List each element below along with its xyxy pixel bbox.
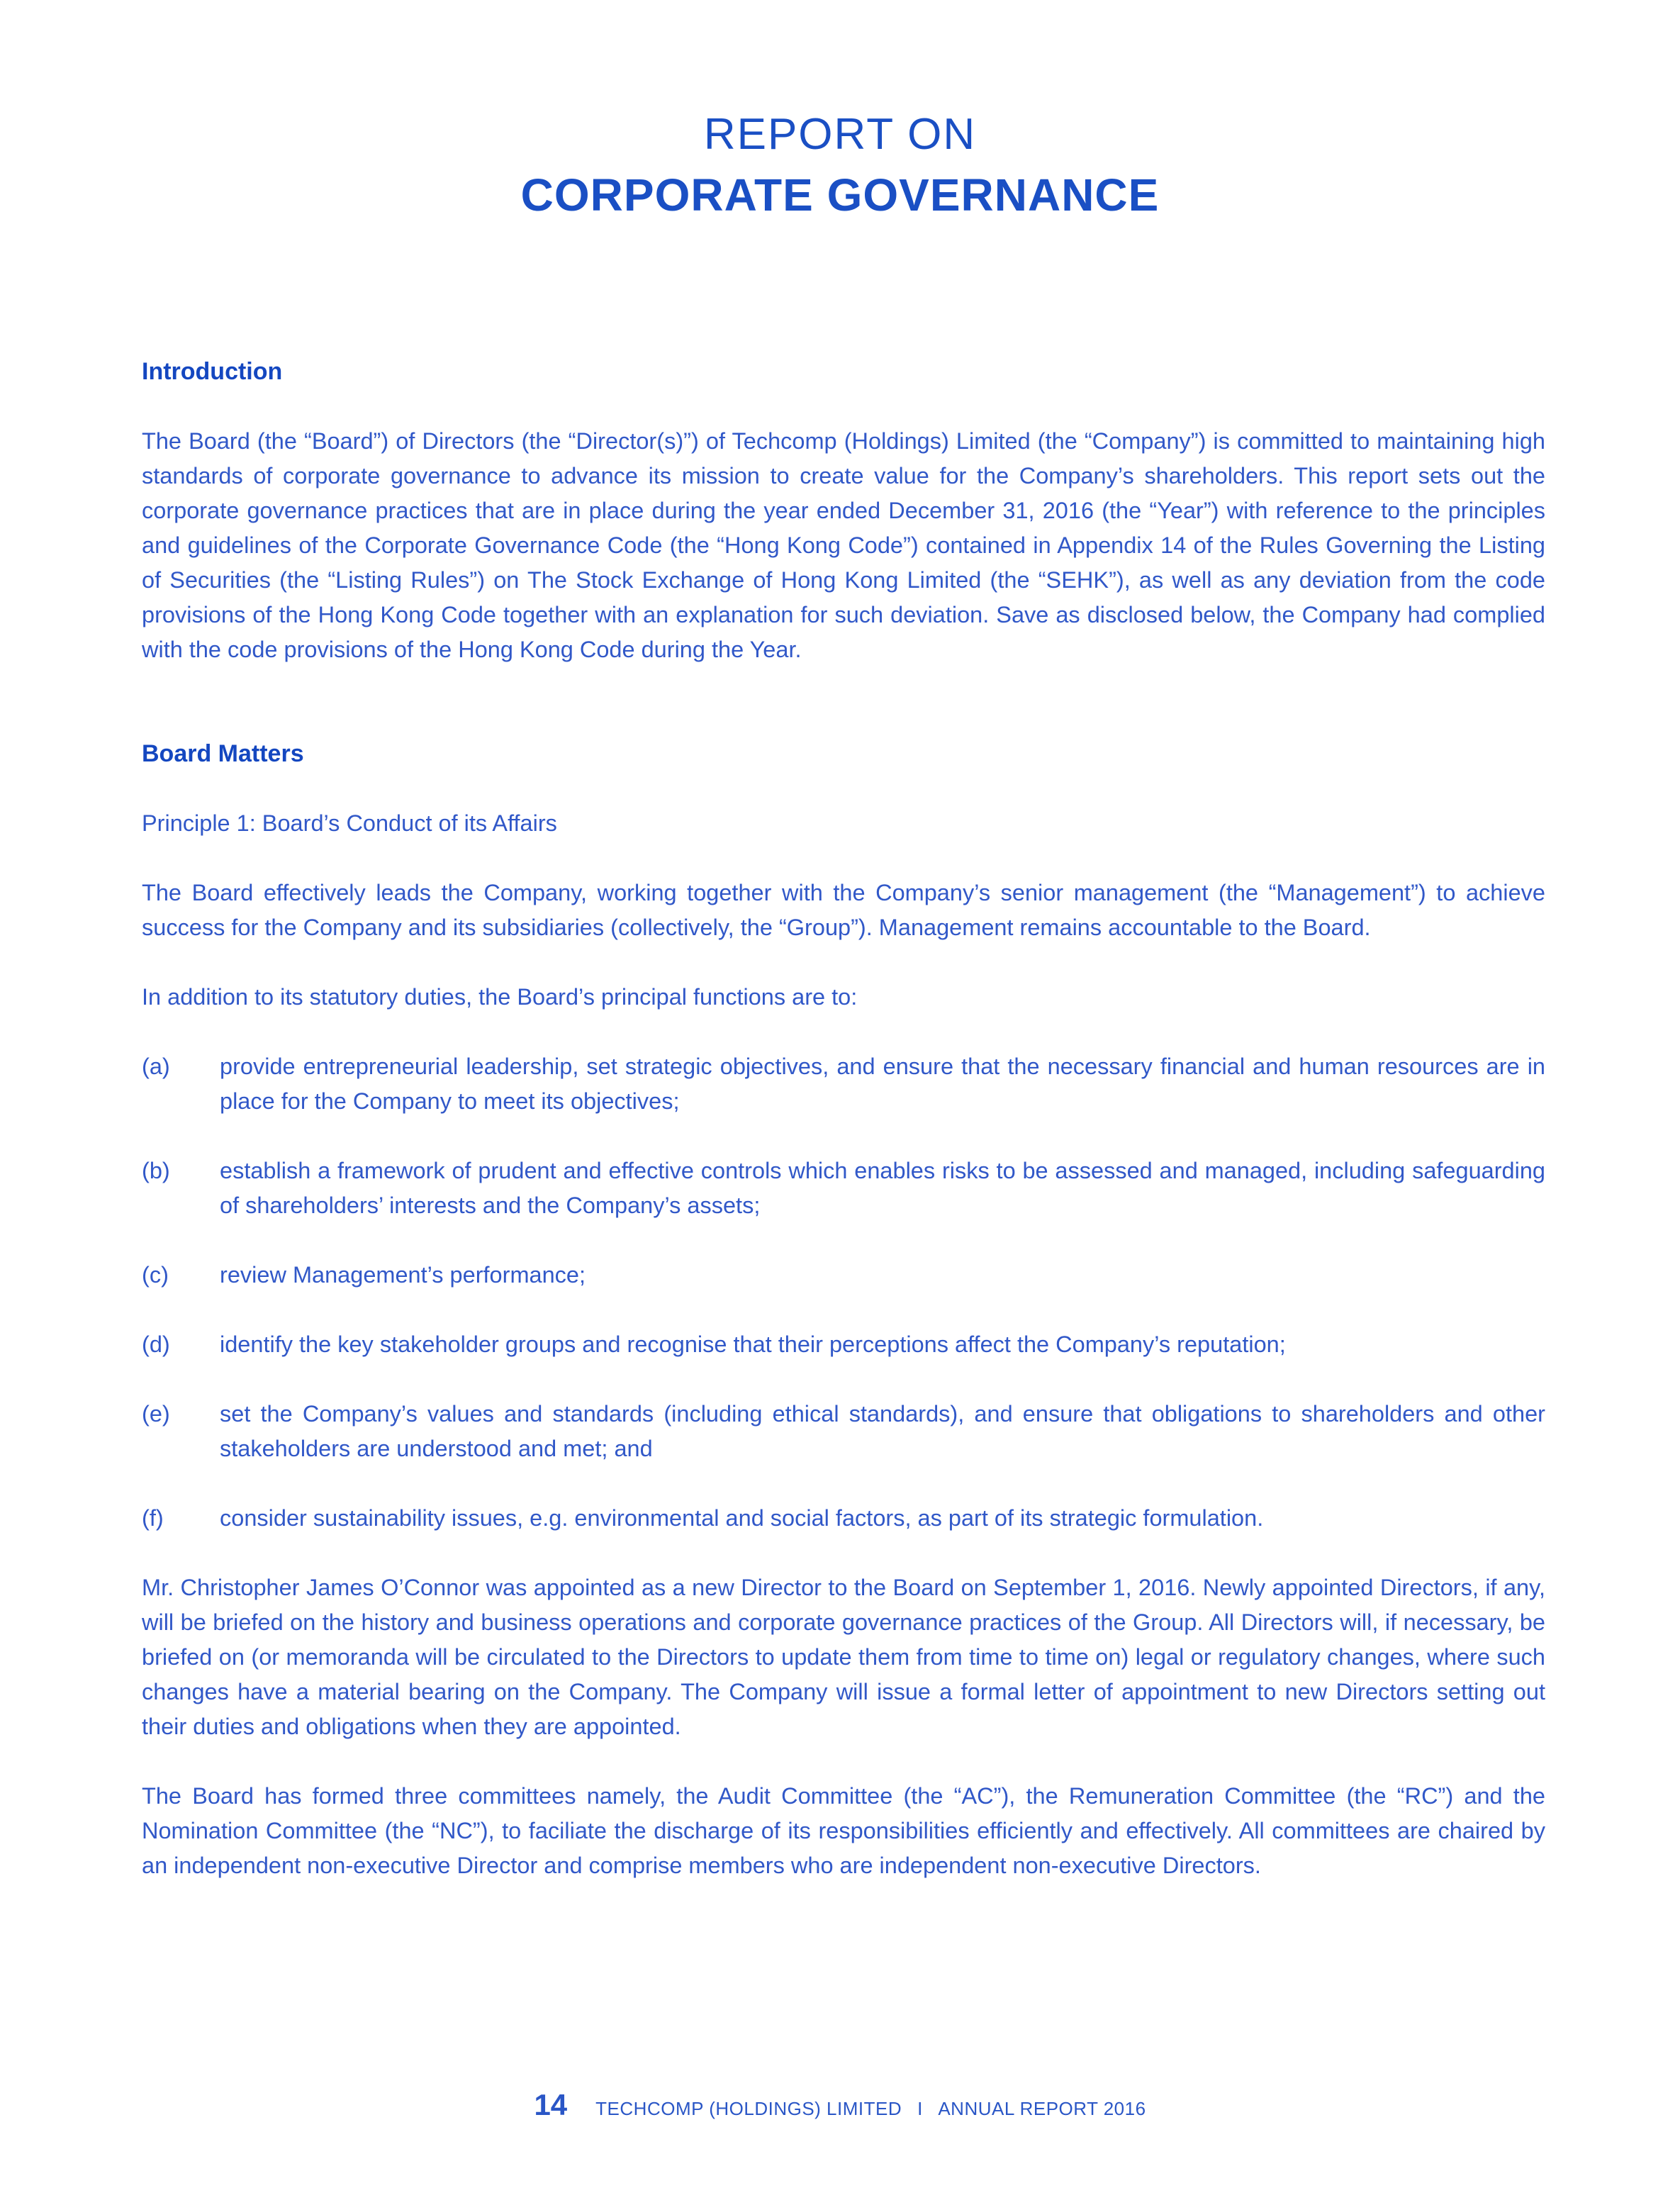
footer-report: ANNUAL REPORT 2016 <box>938 2098 1146 2119</box>
list-item <box>142 1327 1545 1362</box>
list-item <box>142 1154 1545 1223</box>
list-item <box>142 1397 1545 1466</box>
page-footer <box>0 2088 1680 2122</box>
list-item <box>142 1258 1545 1293</box>
title-line-2: CORPORATE GOVERNANCE <box>520 169 1160 221</box>
title-line-1: REPORT ON <box>703 110 977 159</box>
list-item-label: (a) <box>142 1054 170 1079</box>
board-paragraph-4: The Board has formed three committees namely, the Audit Committee (the “AC”), the Remuneration Committee (the “RC”) and the Nomination Committee (the “NC”), to faciliate the discharge of its responsibilities efficiently and effectively. All committees are chaired by an independent non-executive Director and comprise members who are independent non-executive Directors. <box>142 1783 1545 1878</box>
footer-company: TECHCOMP (HOLDINGS) LIMITED <box>595 2098 902 2119</box>
list-item-text: identify the key stakeholder groups and recognise that their perceptions affect the Company’s reputation; <box>220 1332 1286 1357</box>
list-item <box>142 1049 1545 1119</box>
list-item-label: (d) <box>142 1332 170 1357</box>
page-title <box>0 106 1680 227</box>
list-item-text: consider sustainability issues, e.g. environmental and social factors, as part of its strategic formulation. <box>220 1505 1264 1531</box>
list-item-text: establish a framework of prudent and effective controls which enables risks to be assessed and managed, including safeguarding of shareholders’ interests and the Company’s assets; <box>220 1158 1545 1218</box>
board-paragraph-1: The Board effectively leads the Company, working together with the Company’s senior management (the “Management”) to achieve success for the Company and its subsidiaries (collectively, the “Group”). Management remains accountable to the Board. <box>142 880 1545 940</box>
document-body <box>142 355 1545 1883</box>
list-item-label: (b) <box>142 1158 170 1183</box>
board-matters-heading: Board Matters <box>142 740 304 767</box>
list-item-label: (f) <box>142 1505 164 1531</box>
list-item-label: (c) <box>142 1262 169 1288</box>
list-item-label: (e) <box>142 1401 170 1427</box>
footer-separator: I <box>917 2098 923 2119</box>
page-number: 14 <box>534 2088 568 2121</box>
introduction-heading: Introduction <box>142 358 283 385</box>
list-item-text: review Management’s performance; <box>220 1262 586 1288</box>
board-paragraph-3: Mr. Christopher James O’Connor was appointed as a new Director to the Board on September 1, 2016. Newly appointed Directors, if any, will be briefed on the history and business operations and corporate governance practices of the Group. All Directors will, if necessary, be briefed on (or memoranda will be circulated to the Directors to update them from time to time on) legal or regulatory changes, where such changes have a material bearing on the Company. The Company will issue a formal letter of appointment to new Directors setting out their duties and obligations when they are appointed. <box>142 1575 1545 1739</box>
board-paragraph-2: In addition to its statutory duties, the Board’s principal functions are to: <box>142 984 858 1010</box>
list-item-text: provide entrepreneurial leadership, set strategic objectives, and ensure that the necessary financial and human resources are in place for the Company to meet its objectives; <box>220 1054 1545 1114</box>
introduction-paragraph: The Board (the “Board”) of Directors (the “Director(s)”) of Techcomp (Holdings) Limited (the “Company”) is committed to maintaining high standards of corporate governance to advance its mission to create value for the Company’s shareholders. This report sets out the corporate governance practices that are in place during the year ended December 31, 2016 (the “Year”) with reference to the principles and guidelines of the Corporate Governance Code (the “Hong Kong Code”) contained in Appendix 14 of the Rules Governing the Listing of Securities (the “Listing Rules”) on The Stock Exchange of Hong Kong Limited (the “SEHK”), as well as any deviation from the code provisions of the Hong Kong Code together with an explanation for such deviation. Save as disclosed below, the Company had complied with the code provisions of the Hong Kong Code during the Year. <box>142 428 1545 662</box>
principle-1-subheading: Principle 1: Board’s Conduct of its Affairs <box>142 810 557 836</box>
list-item <box>142 1501 1545 1536</box>
list-item-text: set the Company’s values and standards (including ethical standards), and ensure that obligations to shareholders and other stakeholders are understood and met; and <box>220 1401 1545 1461</box>
